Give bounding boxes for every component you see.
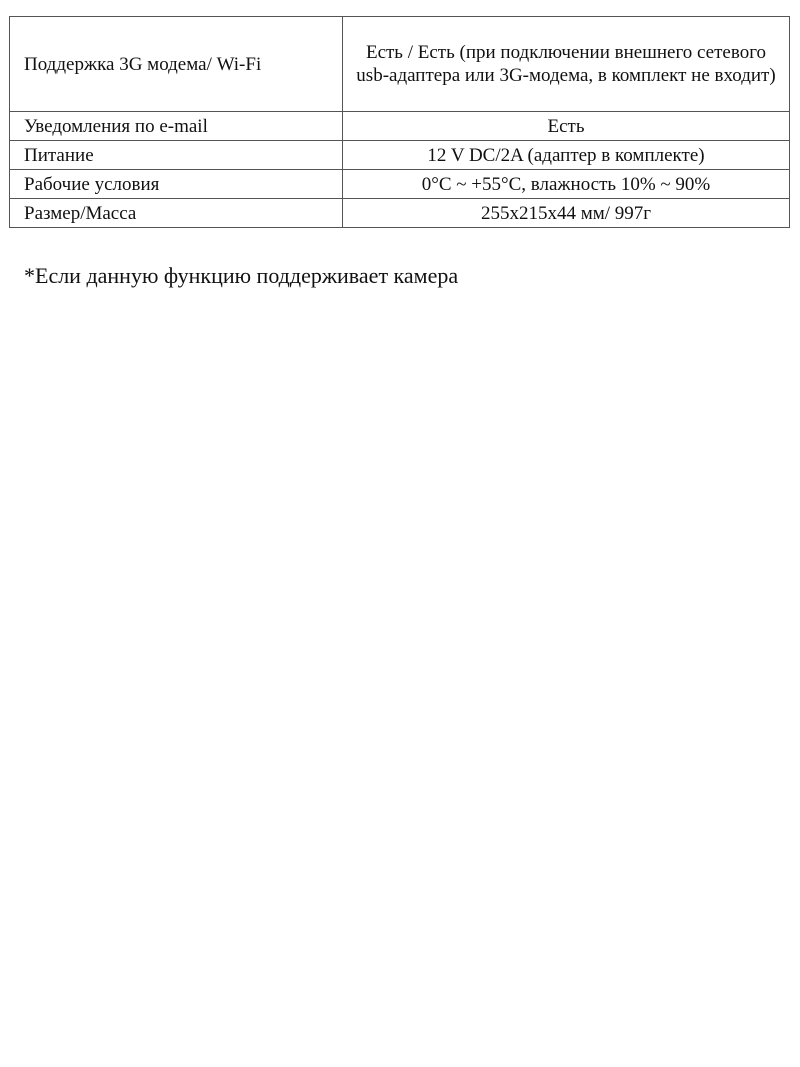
table-row bbox=[10, 112, 790, 141]
spec-table bbox=[9, 16, 790, 228]
table-row bbox=[10, 170, 790, 199]
spec-label: Рабочие условия bbox=[10, 170, 343, 199]
table-row bbox=[10, 199, 790, 228]
spec-label: Уведомления по e-mail bbox=[10, 112, 343, 141]
spec-label: Размер/Масса bbox=[10, 199, 343, 228]
spec-value: 0°C ~ +55°C, влажность 10% ~ 90% bbox=[343, 170, 790, 199]
spec-label: Поддержка 3G модема/ Wi-Fi bbox=[10, 17, 343, 112]
spec-label: Питание bbox=[10, 141, 343, 170]
footnote: *Если данную функцию поддерживает камера bbox=[24, 263, 459, 288]
spec-value: 255x215x44 мм/ 997г bbox=[343, 199, 790, 228]
table-row bbox=[10, 17, 790, 112]
spec-value: Есть bbox=[343, 112, 790, 141]
spec-value: 12 V DC/2A (адаптер в комплекте) bbox=[343, 141, 790, 170]
spec-value: Есть / Есть (при подключении внешнего сетевого usb-адаптера или 3G-модема, в комплект не входит) bbox=[343, 17, 790, 112]
table-row bbox=[10, 141, 790, 170]
